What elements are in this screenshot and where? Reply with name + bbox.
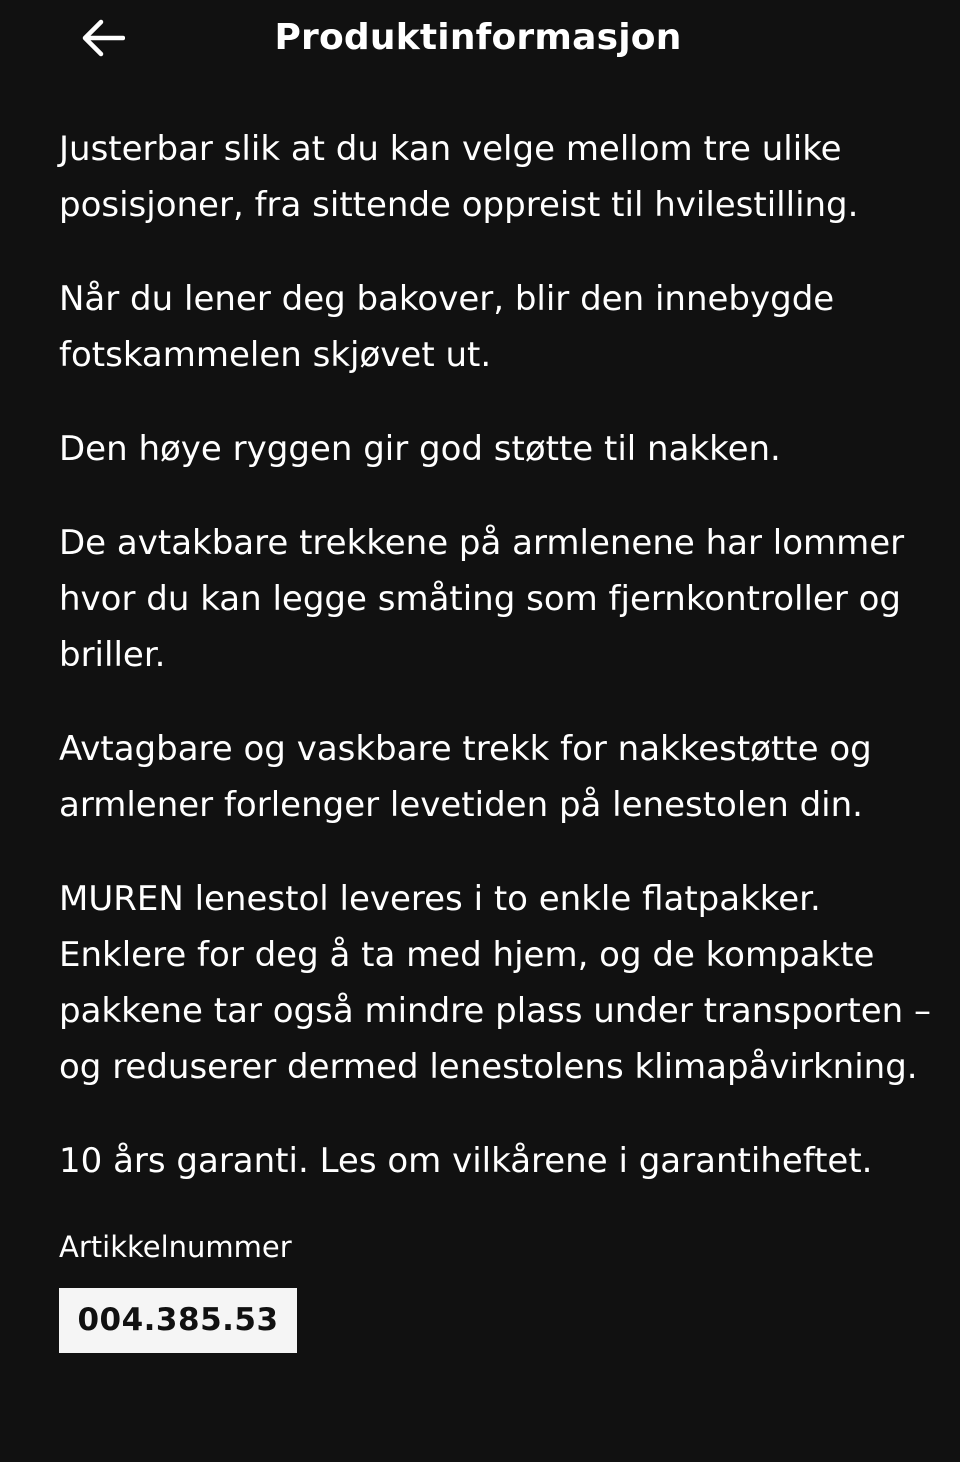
paragraph-warranty: 10 års garanti. Les om vilkårene i garantiheftet.: [59, 1141, 873, 1181]
paragraph-flatpack: MUREN lenestol leveres i to enkle flatpakker. Enklere for deg å ta med hjem, og de kompakte pakkene tar også mindre plass under transporten – og reduserer dermed lenestolens klimapåvirkning.: [59, 879, 931, 1087]
header-bar: [0, 0, 960, 80]
paragraph-washable-covers: Avtagbare og vaskbare trekk for nakkestøtte og armlener forlenger levetiden på lenestolen din.: [59, 729, 872, 825]
article-number-label: Artikkelnummer: [59, 1230, 292, 1264]
page-title: Produktinformasjon: [274, 17, 682, 58]
paragraph-footstool: Når du lener deg bakover, blir den innebygde fotskammelen skjøvet ut.: [59, 279, 835, 375]
article-number-badge: 004.385.53: [59, 1288, 297, 1353]
paragraph-positions: Justerbar slik at du kan velge mellom tre ulike posisjoner, fra sittende oppreist til hvilestilling.: [59, 129, 859, 225]
paragraph-armrest-pockets: De avtakbare trekkene på armlenene har lommer hvor du kan legge småting som fjernkontroller og briller.: [59, 523, 905, 675]
product-info-content: [59, 121, 939, 1353]
paragraph-back-support: Den høye ryggen gir god støtte til nakken.: [59, 429, 781, 469]
